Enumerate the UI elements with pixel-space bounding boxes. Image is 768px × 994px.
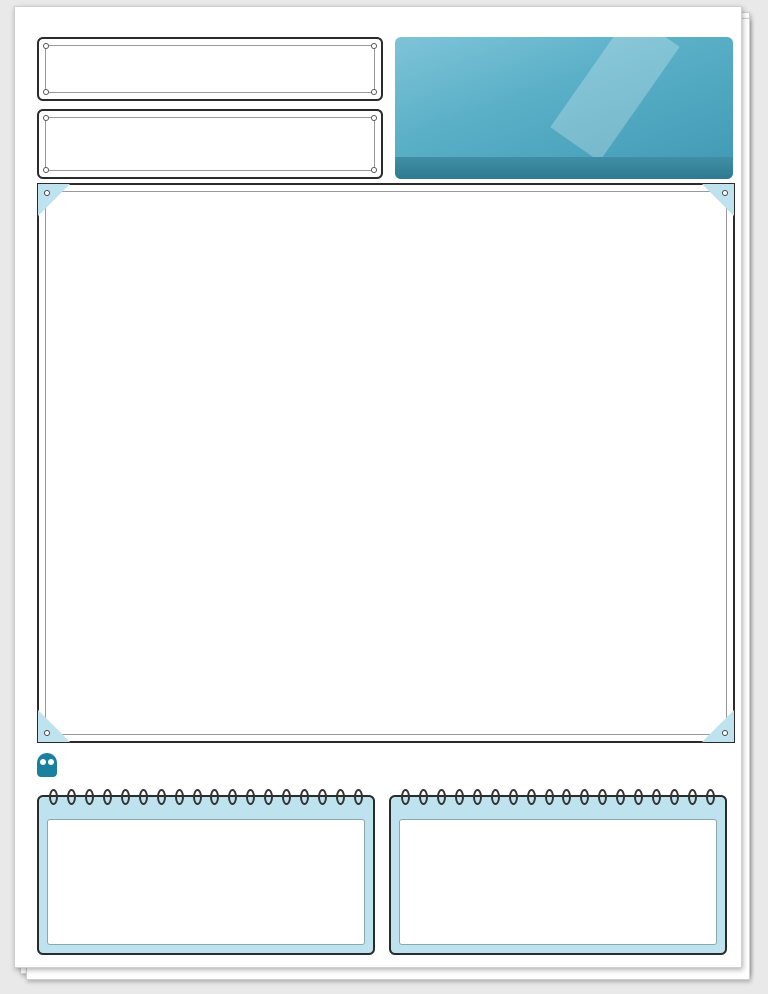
spiral-binding [49,789,363,807]
description-panel [37,109,383,179]
owl-logo-icon [37,753,57,777]
word-search-puzzle [37,183,735,743]
crayons-photo [395,37,733,179]
word-list-left [37,795,375,955]
worksheet-page [14,6,742,968]
title-panel [37,37,383,101]
spiral-binding [401,789,715,807]
word-list-right [389,795,727,955]
crayons-illustration [395,37,733,179]
footer-bar [37,751,737,781]
